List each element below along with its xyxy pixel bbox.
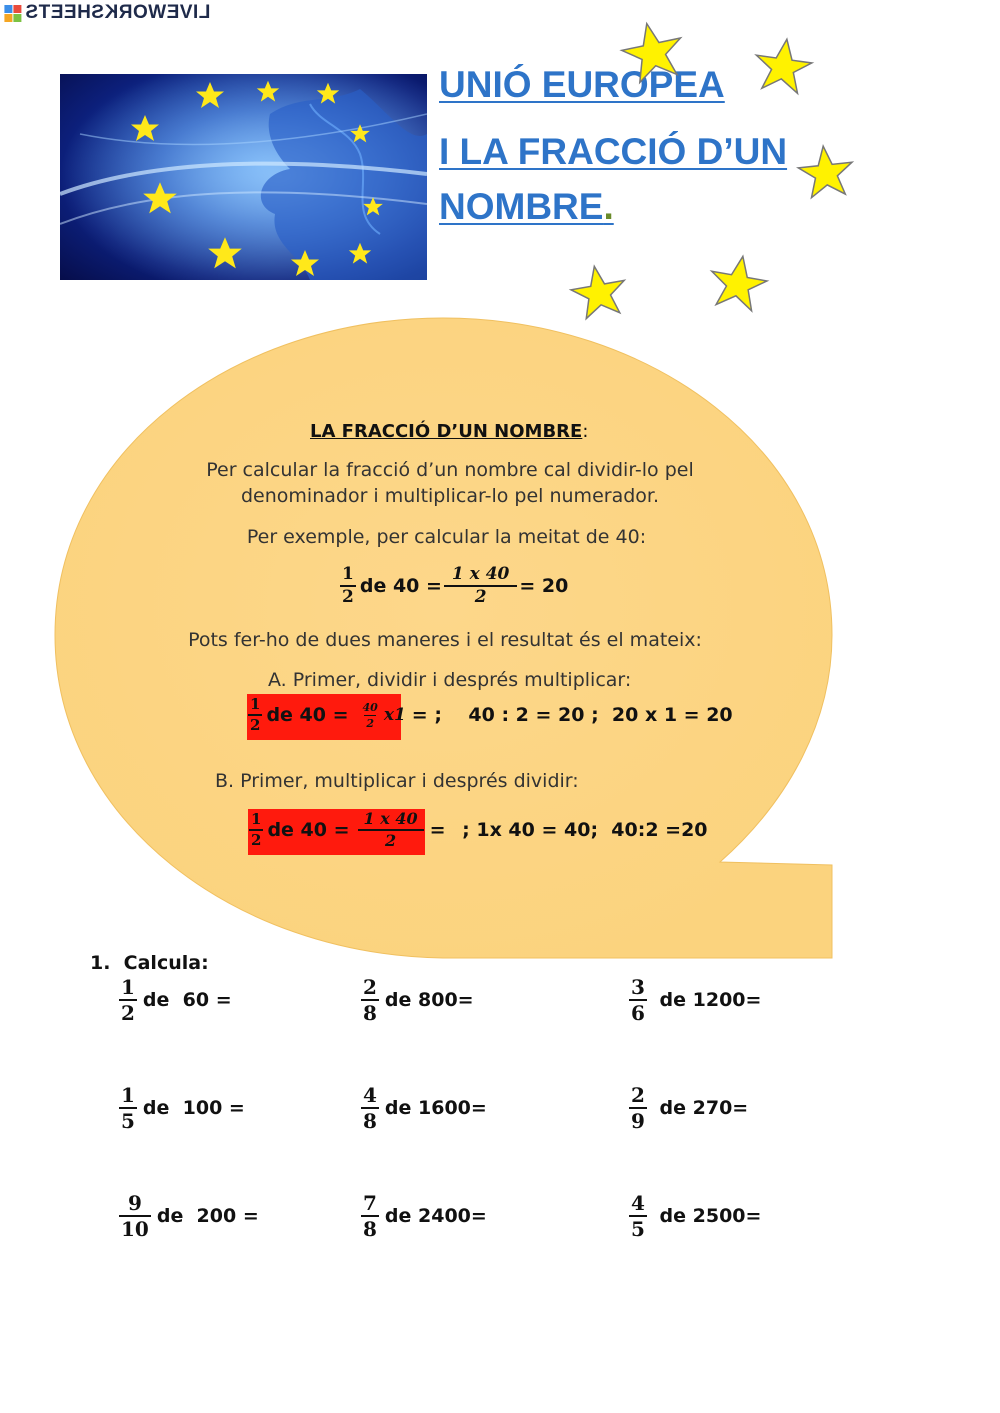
- denominator: 2: [121, 1001, 135, 1025]
- fraction: [361, 1193, 379, 1239]
- title-line-1: UNIÓ EUROPEA: [439, 64, 725, 105]
- fraction: [448, 566, 513, 606]
- numerator: 40: [362, 700, 378, 714]
- exercise-text: de 270=: [652, 1097, 749, 1119]
- fraction: [629, 1193, 647, 1239]
- fraction: [629, 1085, 647, 1131]
- fraction: [119, 977, 137, 1023]
- fraction: [119, 1085, 137, 1131]
- numerator: 3: [631, 975, 645, 999]
- exercise-item: [629, 977, 761, 1023]
- denominator: 8: [363, 1217, 377, 1241]
- denominator: 2: [444, 585, 517, 606]
- example-mid: de 40 =: [359, 575, 442, 597]
- denominator: 10: [121, 1217, 149, 1241]
- exercise-item: [361, 1193, 487, 1239]
- denominator: 5: [631, 1217, 645, 1241]
- example-intro: Per exemple, per calcular la meitat de 40:: [246, 526, 647, 548]
- exercise-text: de 2400=: [384, 1205, 487, 1227]
- exercise-item: [119, 1085, 245, 1131]
- exercise-text: de 200 =: [156, 1205, 259, 1227]
- two-ways-text: Pots fer-ho de dues maneres i el resultat és el mateix:: [188, 629, 702, 651]
- exercise-text: de 1200=: [652, 989, 762, 1011]
- numerator: 7: [363, 1191, 377, 1215]
- exercise-text: de 60 =: [142, 989, 232, 1011]
- fraction: [361, 977, 379, 1023]
- numerator: 1: [121, 1083, 135, 1107]
- method-a-mid: de 40 =: [266, 704, 349, 726]
- method-b-equation: [249, 811, 708, 849]
- numerator: 1: [250, 695, 261, 713]
- numerator: 2: [631, 1083, 645, 1107]
- method-a-rest: = ; 40 : 2 = 20 ; 20 x 1 = 20: [411, 704, 733, 726]
- numerator: 1: [342, 564, 354, 584]
- denominator: 2: [358, 829, 424, 849]
- numerator: 2: [363, 975, 377, 999]
- denominator: 2: [366, 716, 374, 730]
- fraction: [629, 977, 647, 1023]
- method-a-equation: [248, 697, 733, 733]
- exercise-item: [629, 1193, 761, 1239]
- numerator: 1: [121, 975, 135, 999]
- watermark-text: LIVEWORKSHEETS: [25, 2, 211, 23]
- method-a-times: x1: [383, 705, 406, 725]
- exercise-item: [361, 1085, 487, 1131]
- exercise-item: [119, 977, 232, 1023]
- method-b-eq: =: [429, 819, 446, 841]
- denominator: 6: [631, 1001, 645, 1025]
- numerator: 9: [127, 1191, 142, 1215]
- numerator: 1 x 40: [451, 564, 510, 584]
- intro-line-2: denominador i multiplicar-lo pel numerador.: [241, 485, 659, 507]
- title-dot: .: [603, 186, 614, 227]
- exercise-item: [119, 1193, 259, 1239]
- denominator: 8: [363, 1001, 377, 1025]
- numerator: 4: [631, 1191, 645, 1215]
- numerator: 1 x 40: [363, 809, 418, 828]
- example-equation: [340, 566, 568, 606]
- denominator: 2: [250, 716, 261, 734]
- theory-heading-colon: :: [582, 421, 589, 442]
- theory-heading: [310, 421, 588, 442]
- method-b-rest: ; 1x 40 = 40; 40:2 =20: [455, 819, 708, 841]
- fraction: [340, 566, 356, 606]
- denominator: 2: [251, 831, 262, 849]
- denominator: 8: [363, 1109, 377, 1133]
- fraction: [361, 1085, 379, 1131]
- exercise-text: de 2500=: [652, 1205, 762, 1227]
- intro-line-1: Per calcular la fracció d’un nombre cal dividir-lo pel: [206, 459, 694, 481]
- example-result: = 20: [519, 575, 569, 597]
- fraction: [249, 812, 263, 848]
- title-line-2: I LA FRACCIÓ D’UN: [439, 131, 788, 172]
- fraction: [361, 702, 380, 729]
- numerator: 1: [251, 810, 262, 828]
- numerator: 4: [363, 1083, 377, 1107]
- exercise-heading: 1. Calcula:: [90, 952, 209, 974]
- exercise-item: [361, 977, 474, 1023]
- exercise-text: de 1600=: [384, 1097, 487, 1119]
- title-word-nombre: NOMBRE: [439, 186, 604, 227]
- exercise-item: [629, 1085, 748, 1131]
- fraction: [248, 697, 262, 733]
- denominator: 2: [342, 587, 354, 607]
- denominator: 9: [631, 1109, 645, 1133]
- method-b-label: B. Primer, multiplicar i després dividir:: [215, 770, 579, 792]
- method-a-label: A. Primer, dividir i després multiplicar:: [268, 669, 632, 691]
- theory-heading-text: LA FRACCIÓ D’UN NOMBRE: [310, 421, 583, 442]
- exercise-text: de 800=: [384, 989, 474, 1011]
- fraction: [360, 811, 422, 849]
- denominator: 5: [121, 1109, 135, 1133]
- method-b-mid: de 40 =: [267, 819, 350, 841]
- exercise-text: de 100 =: [142, 1097, 245, 1119]
- fraction: [119, 1193, 151, 1239]
